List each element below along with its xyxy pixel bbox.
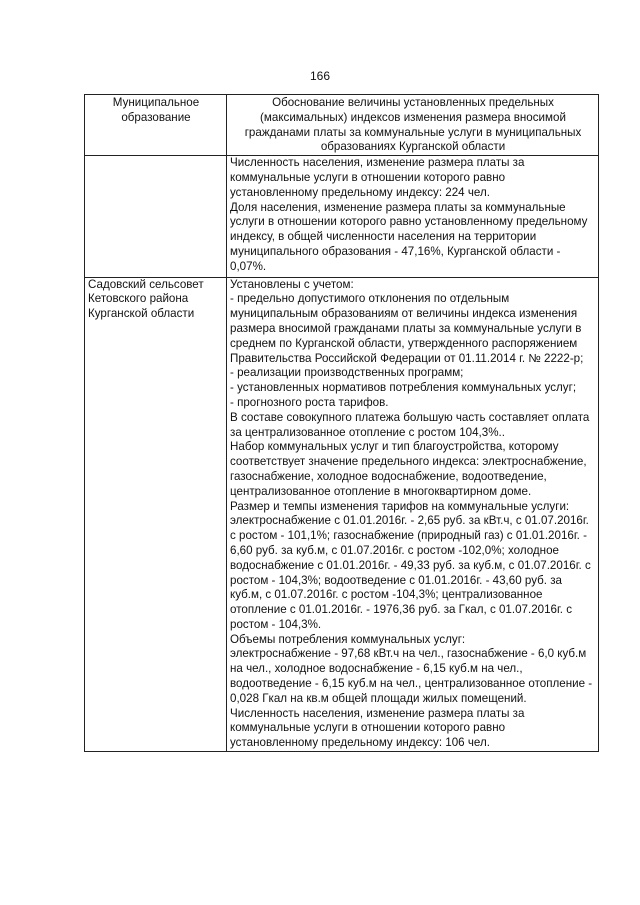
paragraph: Объемы потребления коммунальных услуг:: [230, 632, 466, 646]
row1-municipality: [85, 156, 227, 277]
paragraph: Набор коммунальных услуг и тип благоустройства, которому соответствует значение предельного индекса: электроснабжение, газоснабжение, холодное водоснабжение, водоотведение, централизованное отопление в многоквартирном доме.: [230, 440, 587, 498]
paragraph: - прогнозного роста тарифов.: [230, 395, 389, 409]
paragraph: - реализации производственных программ;: [230, 366, 464, 380]
page-number: 166: [309, 69, 331, 83]
table-row: [85, 277, 599, 752]
paragraph: электроснабжение с 01.01.2016г. - 2,65 руб. за кВт.ч, с 01.07.2016г. с ростом - 101,1%; газоснабжение (природный газ) с 01.01.2016г. - 6,60 руб. за куб.м, с 01.07.2016г. с ростом -102,0%; холодное водоснабжение с 01.01.2016г. - 49,33 руб. за куб.м, с 01.07.2016г. с ростом - 104,3%; водоотведение с 01.01.2016г. - 43,60 руб. за куб.м, с 01.07.2016г. с ростом -104,3%; централизованное отопление с 01.01.2016г. - 1976,36 руб. за Гкал, с 01.07.2016г. с ростом - 104,3%.: [230, 514, 591, 631]
row1-justification: [227, 156, 599, 277]
paragraph: Численность населения, изменение размера платы за коммунальные услуги в отношении которого равно установленному предельному индексу: 106 чел.: [230, 706, 525, 750]
row2-municipality: Садовский сельсовет Кетовского района Курганской области: [85, 277, 227, 752]
row2-justification: [227, 277, 599, 752]
paragraph: Установлены с учетом:: [230, 277, 354, 291]
table-row: [85, 156, 599, 277]
paragraph: Численность населения, изменение размера платы за коммунальные услуги в отношении которого равно установленному предельному индексу: 224 чел.: [230, 156, 525, 199]
indices-table: [84, 94, 599, 752]
paragraph: В составе совокупного платежа большую часть составляет оплата за централизованное отопление с ростом 104,3%..: [230, 410, 590, 439]
paragraph: Размер и темпы изменения тарифов на коммунальные услуги:: [230, 499, 570, 513]
header-municipality: Муниципальное образование: [85, 95, 227, 156]
paragraph: - предельно допустимого отклонения по отдельным муниципальным образованиям от величины индекса изменения размера вносимой гражданами платы за коммунальные услуги в среднем по Курганской области, утвержденного распоряжением Правительства Российской Федерации от 01.11.2014 г. № 2222-р;: [230, 292, 584, 365]
header-justification: Обоснование величины установленных предельных (максимальных) индексов изменения размера вносимой гражданами платы за коммунальные услуги в муниципальных образованиях Курганской области: [227, 95, 599, 156]
paragraph: электроснабжение - 97,68 кВт.ч на чел., газоснабжение - 6,0 куб.м на чел., холодное водоснабжение - 6,15 куб.м на чел., водоотведение - 6,15 куб.м на чел., централизованное отопление - 0,028 Гкал на кв.м общей площади жилых помещений.: [230, 647, 593, 705]
paragraph: Доля населения, изменение размера платы за коммунальные услуги в отношении которого равно установленному предельному индексу, в общей численности населения на территории муниципального образования - 47,16%, Курганской области - 0,07%.: [230, 200, 588, 273]
paragraph: - установленных нормативов потребления коммунальных услуг;: [230, 381, 577, 395]
table-header-row: [85, 95, 599, 156]
